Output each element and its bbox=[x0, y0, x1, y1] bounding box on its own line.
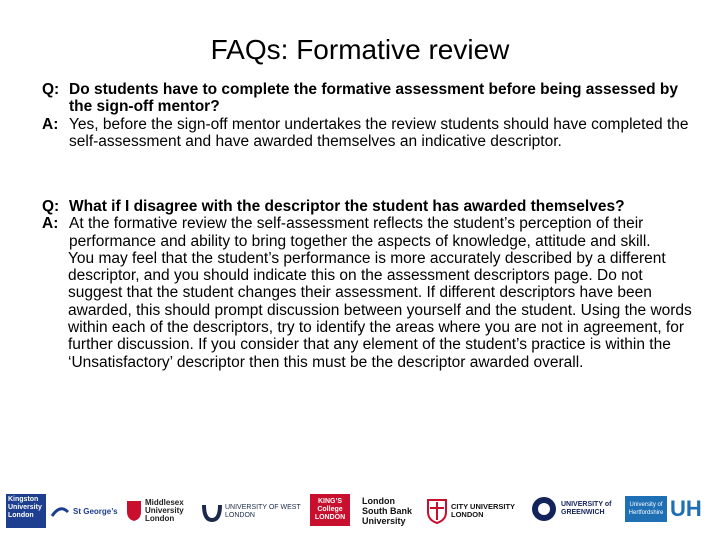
answer-body: , before the sign-off mentor undertakes the review students should have completed the self-assessment and have awarded themselves an indicative descriptor. bbox=[69, 115, 689, 150]
middlesex-shield-icon bbox=[126, 500, 142, 522]
answer-text: At the formative review the self-assessment reflects the student’s perception of their performance and ability to bring together the aspects of knowledge, attitude and skill. bbox=[69, 215, 651, 250]
uwl-text: UNIVERSITY OF WEST LONDON bbox=[225, 504, 301, 519]
answer-yes: Yes bbox=[69, 115, 95, 133]
city-text: CITY UNIVERSITY LONDON bbox=[451, 502, 515, 519]
kings-college-logo: KING’S College LONDON bbox=[310, 494, 350, 526]
question-label: Q: bbox=[42, 81, 60, 98]
answer-2 bbox=[42, 215, 692, 250]
city-university-logo bbox=[426, 496, 526, 526]
greenwich-logo bbox=[530, 492, 620, 526]
answer-label: A: bbox=[42, 215, 59, 233]
st-georges-logo bbox=[50, 500, 125, 524]
hertfordshire-logo: University of Hertfordshire bbox=[625, 496, 667, 522]
question-text: What if I disagree with the descriptor the student has awarded themselves? bbox=[69, 198, 625, 215]
middlesex-logo bbox=[126, 498, 194, 524]
uwl-mark-icon bbox=[202, 502, 222, 522]
slide-title: FAQs: Formative review bbox=[210, 34, 510, 65]
faq-item-1 bbox=[42, 81, 692, 150]
question-1 bbox=[42, 81, 692, 116]
answer-label: A: bbox=[42, 115, 59, 133]
faq-item-2 bbox=[42, 198, 692, 371]
question-label: Q: bbox=[42, 198, 60, 215]
question-text: Do students have to complete the formative assessment before being assessed by the sign-off mentor? bbox=[69, 81, 679, 116]
greenwich-text: UNIVERSITY of GREENWICH bbox=[561, 501, 612, 516]
answer-1 bbox=[42, 116, 692, 151]
lsbu-logo: London South Bank University bbox=[362, 496, 413, 526]
partner-logos bbox=[0, 488, 720, 536]
greenwich-crest-icon bbox=[530, 494, 558, 524]
uwl-logo bbox=[202, 500, 302, 524]
city-crest-icon bbox=[426, 498, 448, 524]
question-2 bbox=[42, 198, 692, 215]
st-georges-text: St George’s bbox=[73, 507, 118, 516]
answer-2-continued: You may feel that the student’s performance is more accurately described by a different descriptor, and you should indicate this on the assessment descriptors page. Do not suggest that the student changes their assessment. If different descriptors have been awarded, this should prompt discussion between yourself and the student. Using the words within each of the descriptors, try to identify the areas where you are not in agreement, for further discussion. If you consider that any element of the student’s practice is within the ‘Unsatisfactory’ descriptor then this must be the descriptor awarded overall. bbox=[68, 249, 692, 371]
st-georges-emblem-icon bbox=[50, 502, 70, 522]
answer-text bbox=[69, 116, 692, 151]
kingston-logo: Kingston University London bbox=[6, 494, 46, 528]
uh-logo: UH bbox=[670, 496, 702, 521]
middlesex-text: Middlesex University London bbox=[145, 498, 184, 523]
